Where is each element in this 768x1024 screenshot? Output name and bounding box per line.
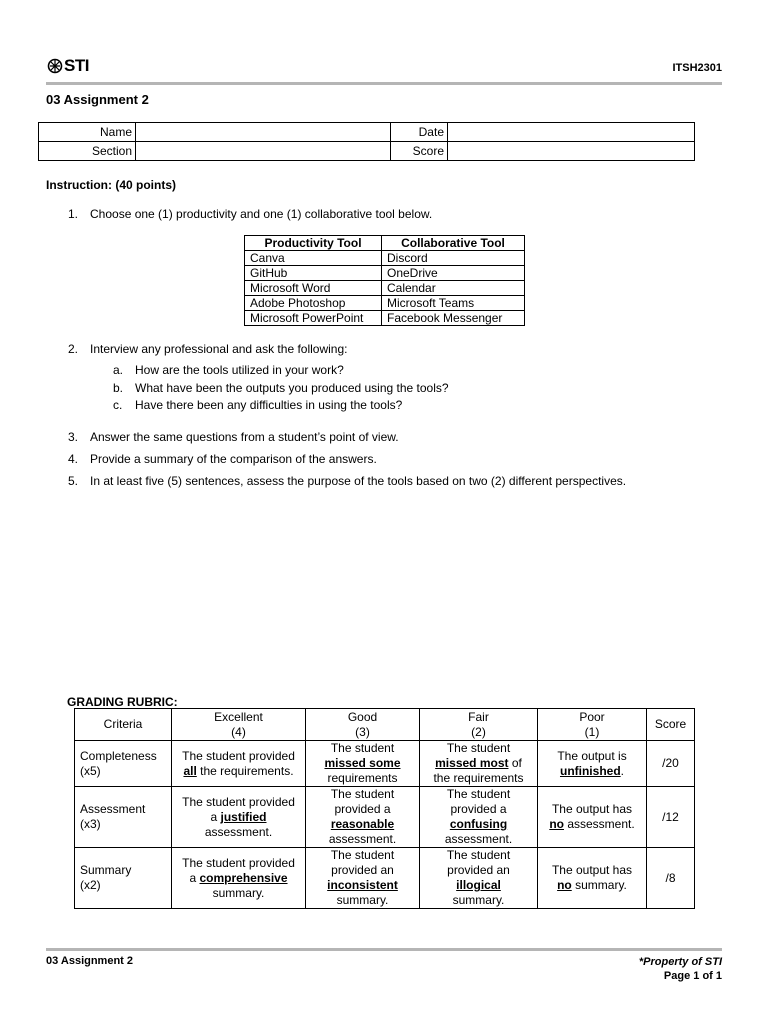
course-code: ITSH2301 <box>672 62 722 74</box>
name-field[interactable] <box>136 123 391 142</box>
footer-right <box>639 955 722 983</box>
rubric-poor-cell: The output has no assessment. <box>538 787 647 848</box>
table-cell: Microsoft Word <box>245 281 382 296</box>
rubric-score-cell: /20 <box>647 741 695 787</box>
table-cell: Facebook Messenger <box>382 311 525 326</box>
tools-table <box>244 235 525 326</box>
score-label: Score <box>391 142 448 161</box>
rubric-criteria: Summary (x2) <box>75 848 172 909</box>
page-number: Page 1 of 1 <box>663 970 722 982</box>
sub-item-text: What have been the outputs you produced using the tools? <box>135 381 449 395</box>
item-number: 5. <box>68 474 79 488</box>
date-label: Date <box>391 123 448 142</box>
logo-text: STI <box>64 56 89 75</box>
section-label: Section <box>39 142 136 161</box>
table-row <box>245 311 525 326</box>
item-number: 1. <box>68 207 79 221</box>
footer-divider <box>46 948 722 951</box>
item-text: In at least five (5) sentences, assess the purpose of the tools based on two (2) different perspectives. <box>90 474 627 488</box>
sub-item-letter: a. <box>113 363 124 377</box>
list-item <box>68 430 399 444</box>
rubric-header-good: Good (3) <box>306 709 420 741</box>
item-number: 2. <box>68 342 79 356</box>
rubric-header-fair: Fair (2) <box>420 709 538 741</box>
table-cell: GitHub <box>245 266 382 281</box>
item-number: 4. <box>68 452 79 466</box>
date-field[interactable] <box>448 123 695 142</box>
item-number: 3. <box>68 430 79 444</box>
rubric-good-cell: The student provided an inconsistent summary. <box>306 848 420 909</box>
sub-item <box>113 381 449 395</box>
sti-logo-icon <box>47 58 63 74</box>
table-cell: Microsoft Teams <box>382 296 525 311</box>
table-cell: Discord <box>382 251 525 266</box>
rubric-header-poor: Poor (1) <box>538 709 647 741</box>
sti-logo <box>47 56 89 76</box>
table-cell: Calendar <box>382 281 525 296</box>
sub-item-text: How are the tools utilized in your work? <box>135 363 344 377</box>
rubric-fair-cell: The student provided a confusing assessment. <box>420 787 538 848</box>
rubric-row <box>75 848 695 909</box>
tools-header-productivity: Productivity Tool <box>245 236 382 251</box>
score-field[interactable] <box>448 142 695 161</box>
sub-item <box>113 363 344 377</box>
list-item <box>68 452 377 466</box>
rubric-excellent-cell: The student provided a justified assessment. <box>172 787 306 848</box>
rubric-good-cell: The student provided a reasonable assessment. <box>306 787 420 848</box>
rubric-header-criteria: Criteria <box>75 709 172 741</box>
rubric-row <box>75 787 695 848</box>
table-cell: Canva <box>245 251 382 266</box>
rubric-fair-cell: The student missed most of the requirements <box>420 741 538 787</box>
list-item <box>68 474 626 488</box>
rubric-score-cell: /8 <box>647 848 695 909</box>
table-cell: OneDrive <box>382 266 525 281</box>
rubric-header-row <box>75 709 695 741</box>
rubric-title: GRADING RUBRIC: <box>67 695 178 709</box>
table-cell: Adobe Photoshop <box>245 296 382 311</box>
sub-item <box>113 398 402 412</box>
rubric-fair-cell: The student provided an illogical summary. <box>420 848 538 909</box>
sub-item-text: Have there been any difficulties in using the tools? <box>135 398 403 412</box>
rubric-poor-cell: The output is unfinished. <box>538 741 647 787</box>
list-item <box>68 207 432 221</box>
rubric-good-cell: The student missed some requirements <box>306 741 420 787</box>
table-row <box>245 251 525 266</box>
sub-item-letter: b. <box>113 381 124 395</box>
table-row <box>245 281 525 296</box>
item-text: Provide a summary of the comparison of the answers. <box>90 452 377 466</box>
info-table <box>38 122 695 161</box>
rubric-criteria: Completeness (x5) <box>75 741 172 787</box>
rubric-header-excellent: Excellent (4) <box>172 709 306 741</box>
item-text: Choose one (1) productivity and one (1) collaborative tool below. <box>90 207 433 221</box>
list-item <box>68 342 347 356</box>
instruction-heading: Instruction: (40 points) <box>46 178 176 192</box>
table-row <box>245 266 525 281</box>
rubric-score-cell: /12 <box>647 787 695 848</box>
tools-header-collaborative: Collaborative Tool <box>382 236 525 251</box>
rubric-table <box>74 708 695 909</box>
section-field[interactable] <box>136 142 391 161</box>
table-cell: Microsoft PowerPoint <box>245 311 382 326</box>
rubric-row <box>75 741 695 787</box>
item-text: Answer the same questions from a student’s point of view. <box>90 430 399 444</box>
rubric-criteria: Assessment (x3) <box>75 787 172 848</box>
sub-item-letter: c. <box>113 398 123 412</box>
rubric-header-score: Score <box>647 709 695 741</box>
property-notice: *Property of STI <box>638 956 722 968</box>
rubric-excellent-cell: The student provided all the requirements. <box>172 741 306 787</box>
table-row <box>245 296 525 311</box>
item-text: Interview any professional and ask the following: <box>90 342 348 356</box>
rubric-poor-cell: The output has no summary. <box>538 848 647 909</box>
header-divider <box>46 82 722 85</box>
footer-title: 03 Assignment 2 <box>46 955 134 967</box>
name-label: Name <box>39 123 136 142</box>
rubric-excellent-cell: The student provided a comprehensive summary. <box>172 848 306 909</box>
page-title: 03 Assignment 2 <box>46 92 149 107</box>
